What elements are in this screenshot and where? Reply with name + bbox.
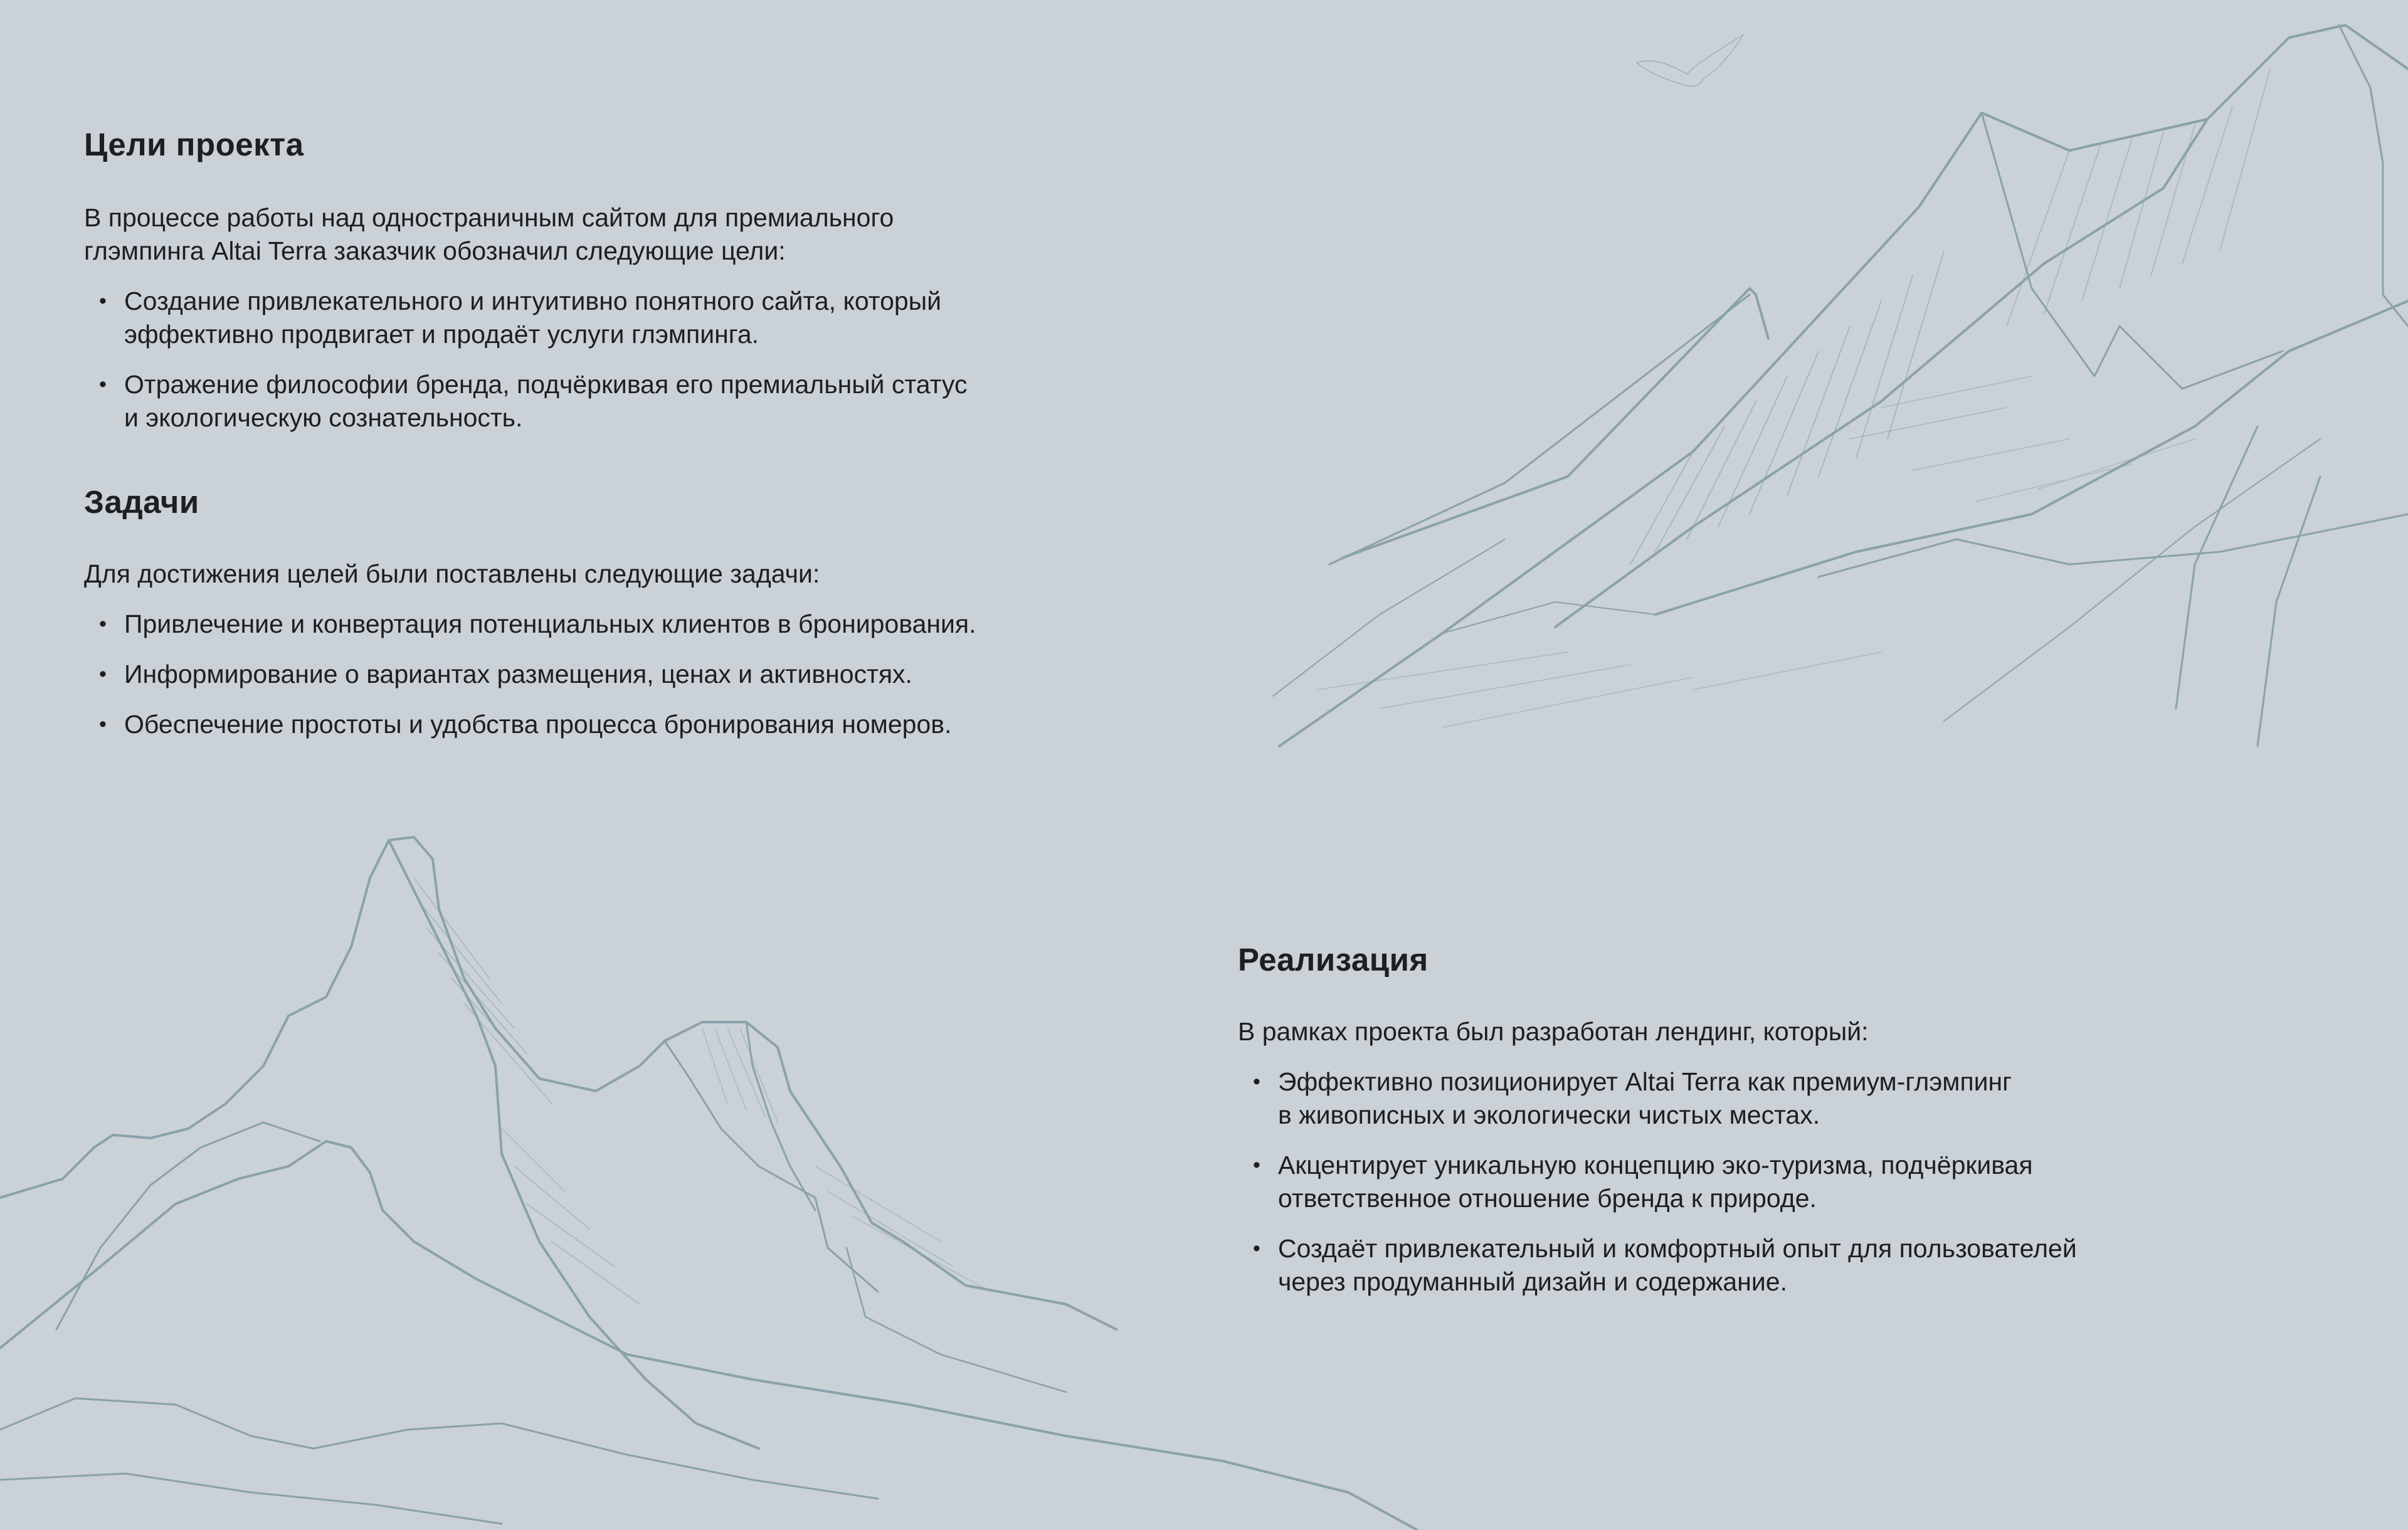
- list-item: • Создаёт привлекательный и комфортный опыт для пользователей через продуманный дизайн и содержание.: [1238, 1232, 2316, 1299]
- tasks-intro: Для достижения целей были поставлены следующие задачи:: [84, 559, 820, 589]
- goals-intro: В процессе работы над одностраничным сайтом для премиального глэмпинга Altai Terra заказчик обозначил следующие цели:: [84, 203, 894, 266]
- implementation-intro: В рамках проекта был разработан лендинг, который:: [1238, 1017, 1869, 1047]
- goals-section: [84, 125, 1188, 435]
- implementation-title: Реализация: [1238, 942, 1428, 978]
- list-item: • Создание привлекательного и интуитивно понятного сайта, который эффективно продвигает и продаёт услуги глэмпинга.: [84, 285, 1188, 351]
- list-item: • Обеспечение простоты и удобства процесса бронирования номеров.: [84, 708, 1188, 741]
- tasks-section: [84, 483, 1188, 741]
- goals-title: Цели проекта: [84, 127, 304, 162]
- implementation-section: [1238, 941, 2316, 1299]
- bird-icon: [1637, 34, 1743, 87]
- mountain-sketch-top-right: [1273, 25, 2408, 746]
- tasks-list: [84, 608, 1188, 741]
- list-item: • Отражение философии бренда, подчёркивая его премиальный статус и экологическую сознательность.: [84, 368, 1188, 435]
- goals-list: [84, 285, 1188, 435]
- implementation-list: [1238, 1065, 2316, 1299]
- list-item: • Привлечение и конвертация потенциальных клиентов в бронирования.: [84, 608, 1188, 641]
- tasks-title: Задачи: [84, 484, 199, 520]
- mountain-sketch-bottom-left: [0, 837, 1417, 1530]
- list-item: • Эффективно позиционирует Altai Terra как премиум-глэмпинг в живописных и экологически чистых местах.: [1238, 1065, 2316, 1132]
- list-item: • Акцентирует уникальную концепцию эко-туризма, подчёркивая ответственное отношение бренда к природе.: [1238, 1149, 2316, 1215]
- list-item: • Информирование о вариантах размещения, ценах и активностях.: [84, 658, 1188, 691]
